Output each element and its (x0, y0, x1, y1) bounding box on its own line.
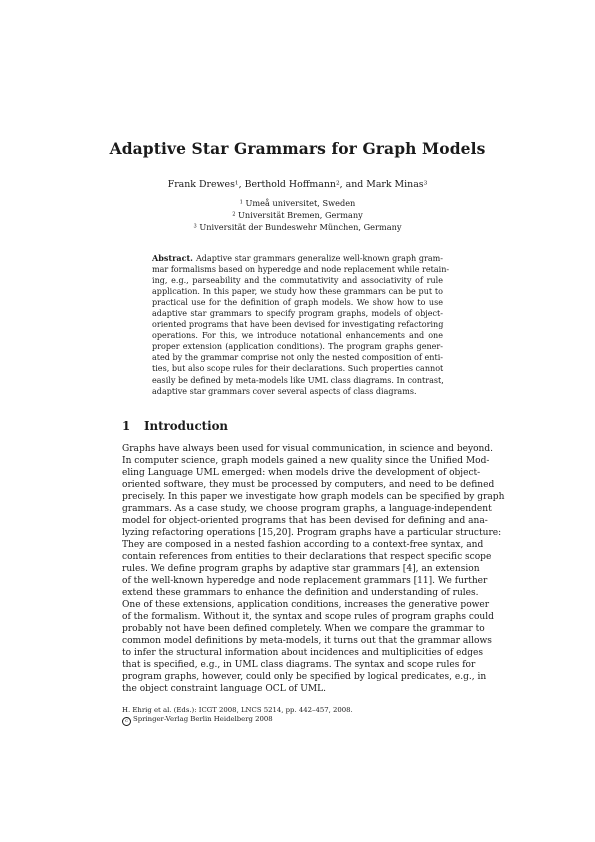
body-line: of the well-known hyperedge and node replacement grammars [11]. We further (122, 576, 488, 586)
body-line: eling Language UML emerged: when models drive the development of object- (122, 468, 481, 478)
body-line: One of these extensions, application conditions, increases the generative power (122, 600, 490, 610)
abstract-line: practical use for the definition of graph models. We show how to use (152, 298, 443, 308)
author-list (0, 179, 595, 190)
abstract-line: operations. For this, we introduce notational enhancements and one (152, 331, 443, 341)
paper-title: Adaptive Star Grammars for Graph Models (109, 139, 486, 158)
body-paragraph (122, 443, 505, 695)
affiliation-3 (0, 222, 595, 232)
copyright-text: Springer-Verlag Berlin Heidelberg 2008 (133, 715, 273, 723)
affiliation-2-text: Universität Bremen, Germany (238, 210, 363, 220)
section-heading (122, 419, 228, 433)
abstract-line: ing, e.g., parseability and the commutativity and associativity of rule (152, 276, 443, 286)
body-line: grammars. As a case study, we choose program graphs, a language-independent (122, 504, 492, 514)
abstract-line: mar formalisms based on hyperedge and node replacement while retain- (152, 265, 450, 275)
author-1: Frank Drewes (167, 179, 235, 190)
copyright-line (122, 715, 273, 726)
body-line: rules. We define program graphs by adaptive star grammars [4], an extension (122, 564, 480, 574)
affiliation-3-mark: 3 (193, 223, 197, 230)
author-3: , and Mark Minas (339, 179, 424, 190)
abstract-line: easily be defined by meta-models like UML class diagrams. In contrast, (152, 375, 444, 385)
abstract-line: adaptive star grammars to specify program graphs, models of object- (152, 309, 443, 319)
affiliation-2-mark: 2 (232, 211, 236, 218)
affiliation-2 (0, 210, 595, 220)
abstract-line: ated by the grammar comprise not only the nested composition of enti- (152, 353, 443, 363)
body-line: probably not have been defined completely. When we compare the grammar to (122, 624, 485, 634)
author-2: , Berthold Hoffmann (238, 179, 336, 190)
abstract-line: application. In this paper, we study how these grammars can be put to (152, 287, 443, 297)
body-line: extend these grammars to enhance the definition and understanding of rules. (122, 588, 479, 598)
copyright-icon: c (122, 717, 131, 726)
body-line: They are composed in a nested fashion according to a context-free syntax, and (122, 540, 484, 550)
author-1-mark: 1 (234, 180, 239, 187)
body-line: In computer science, graph models gained a new quality since the Unified Mod- (122, 456, 490, 466)
abstract-line-text: Adaptive star grammars generalize well-known graph gram- (196, 254, 443, 263)
affiliation-1-text: Umeå universitet, Sweden (245, 198, 356, 208)
body-line: precisely. In this paper we investigate how graph models can be specified by graph (122, 492, 505, 502)
body-line: oriented software, they must be processed by computers, and need to be defined (122, 480, 495, 490)
abstract-line: ties, but also scope rules for their declarations. Such properties cannot (152, 364, 444, 374)
author-3-mark: 3 (423, 180, 428, 187)
body-line: program graphs, however, could only be specified by logical predicates, e.g., in (122, 672, 487, 682)
body-line: to infer the structural information about incidences and multiplicities of edges (122, 648, 484, 658)
section-title: Introduction (144, 419, 229, 433)
affiliation-1-mark: 1 (239, 199, 243, 206)
body-line: of the formalism. Without it, the syntax and scope rules of program graphs could (122, 612, 494, 622)
abstract-block (152, 253, 450, 397)
author-2-mark: 2 (335, 180, 340, 187)
body-line: Graphs have always been used for visual communication, in science and beyond. (122, 444, 494, 454)
affiliation-1 (0, 198, 595, 208)
abstract-line: proper extension (application conditions). The program graphs gener- (152, 342, 443, 352)
affiliation-3-text: Universität der Bundeswehr München, Germany (199, 222, 402, 232)
body-line: model for object-oriented programs that has been devised for defining and ana- (122, 516, 488, 526)
body-line: contain references from entities to their declarations that respect specific scope (122, 552, 492, 562)
section-number: 1 (122, 419, 131, 433)
abstract-line: oriented programs that have been devised for investigating refactoring (152, 320, 444, 330)
publication-info: H. Ehrig et al. (Eds.): ICGT 2008, LNCS 5214, pp. 442–457, 2008. (122, 706, 353, 714)
body-line: the object constraint language OCL of UML. (122, 684, 327, 694)
body-line: common model definitions by meta-models, it turns out that the grammar allows (122, 636, 492, 646)
abstract-line: adaptive star grammars cover several aspects of class diagrams. (152, 386, 417, 396)
abstract-line (152, 253, 443, 264)
body-line: lyzing refactoring operations [15,20]. Program graphs have a particular structure: (122, 528, 502, 538)
body-line: that is specified, e.g., in UML class diagrams. The syntax and scope rules for (122, 660, 476, 670)
abstract-label: Abstract. (152, 253, 193, 263)
